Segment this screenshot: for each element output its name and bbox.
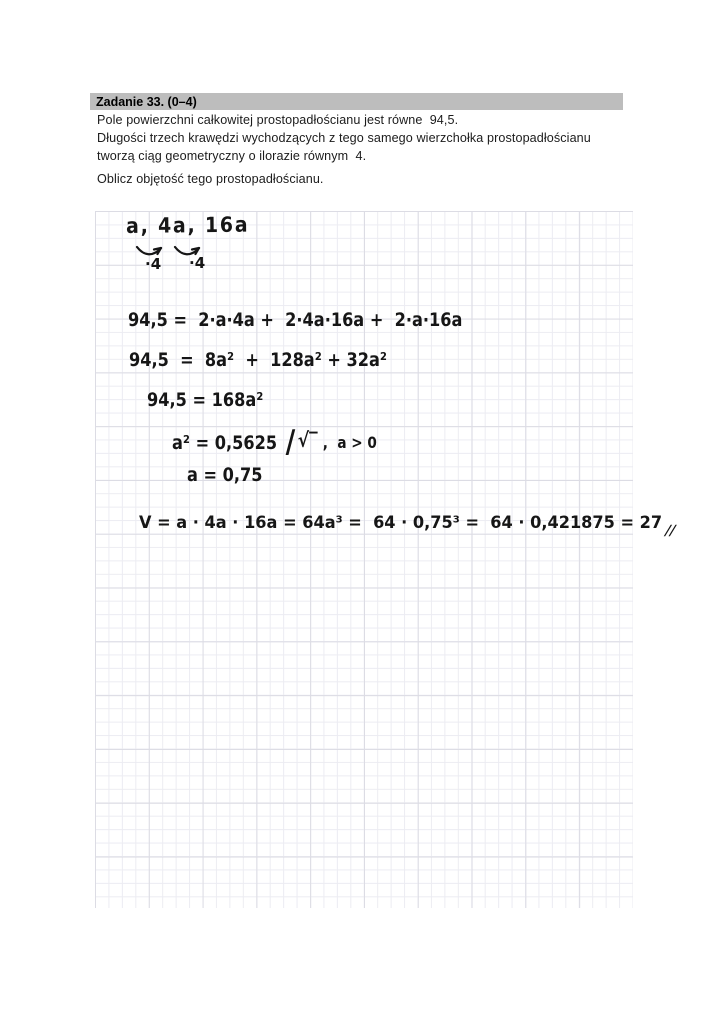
eq-positivity-condition: , a > 0 — [322, 433, 377, 452]
handwritten-sequence: a, 4a, 16a — [126, 212, 250, 238]
handwritten-eq-a-value: a = 0,75 — [187, 464, 263, 486]
eq-volume-computation: V = a · 4a · 16a = 64a³ = 64 · 0,75³ = 64 · 0,421875 = 27 — [139, 513, 663, 533]
eq-a-squared-value: a² = 0,5625 — [172, 431, 278, 454]
task-header-bar — [90, 93, 623, 110]
handwritten-eq-surface-expanded: 94,5 = 2·a·4a + 2·4a·16a + 2·a·16a — [128, 309, 463, 331]
handwritten-eq-volume — [139, 513, 678, 539]
handwritten-eq-a-squared — [172, 424, 377, 460]
arrow-label-1: ·4 — [145, 255, 162, 273]
arrow-label-2: ·4 — [189, 254, 206, 272]
statement-line-3: tworzą ciąg geometryczny o ilorazie równym 4. — [97, 149, 367, 163]
task-header-title: Zadanie 33. (0–4) — [96, 95, 197, 109]
end-of-solution-mark: // — [662, 523, 678, 539]
sqrt-slash-mark: / — [285, 424, 296, 460]
task-instruction: Oblicz objętość tego prostopadłościanu. — [97, 172, 324, 186]
sqrt-symbol-icon: √‾ — [297, 427, 318, 452]
handwritten-eq-surface-collected: 94,5 = 8a² + 128a² + 32a² — [129, 349, 388, 371]
statement-line-1: Pole powierzchni całkowitej prostopadłościanu jest równe 94,5. — [97, 113, 459, 127]
handwritten-eq-surface-simplified: 94,5 = 168a² — [147, 389, 264, 411]
grid-paper — [95, 211, 678, 908]
statement-line-2: Długości trzech krawędzi wychodzących z tego samego wierzchołka prostopadłościanu — [97, 131, 591, 145]
